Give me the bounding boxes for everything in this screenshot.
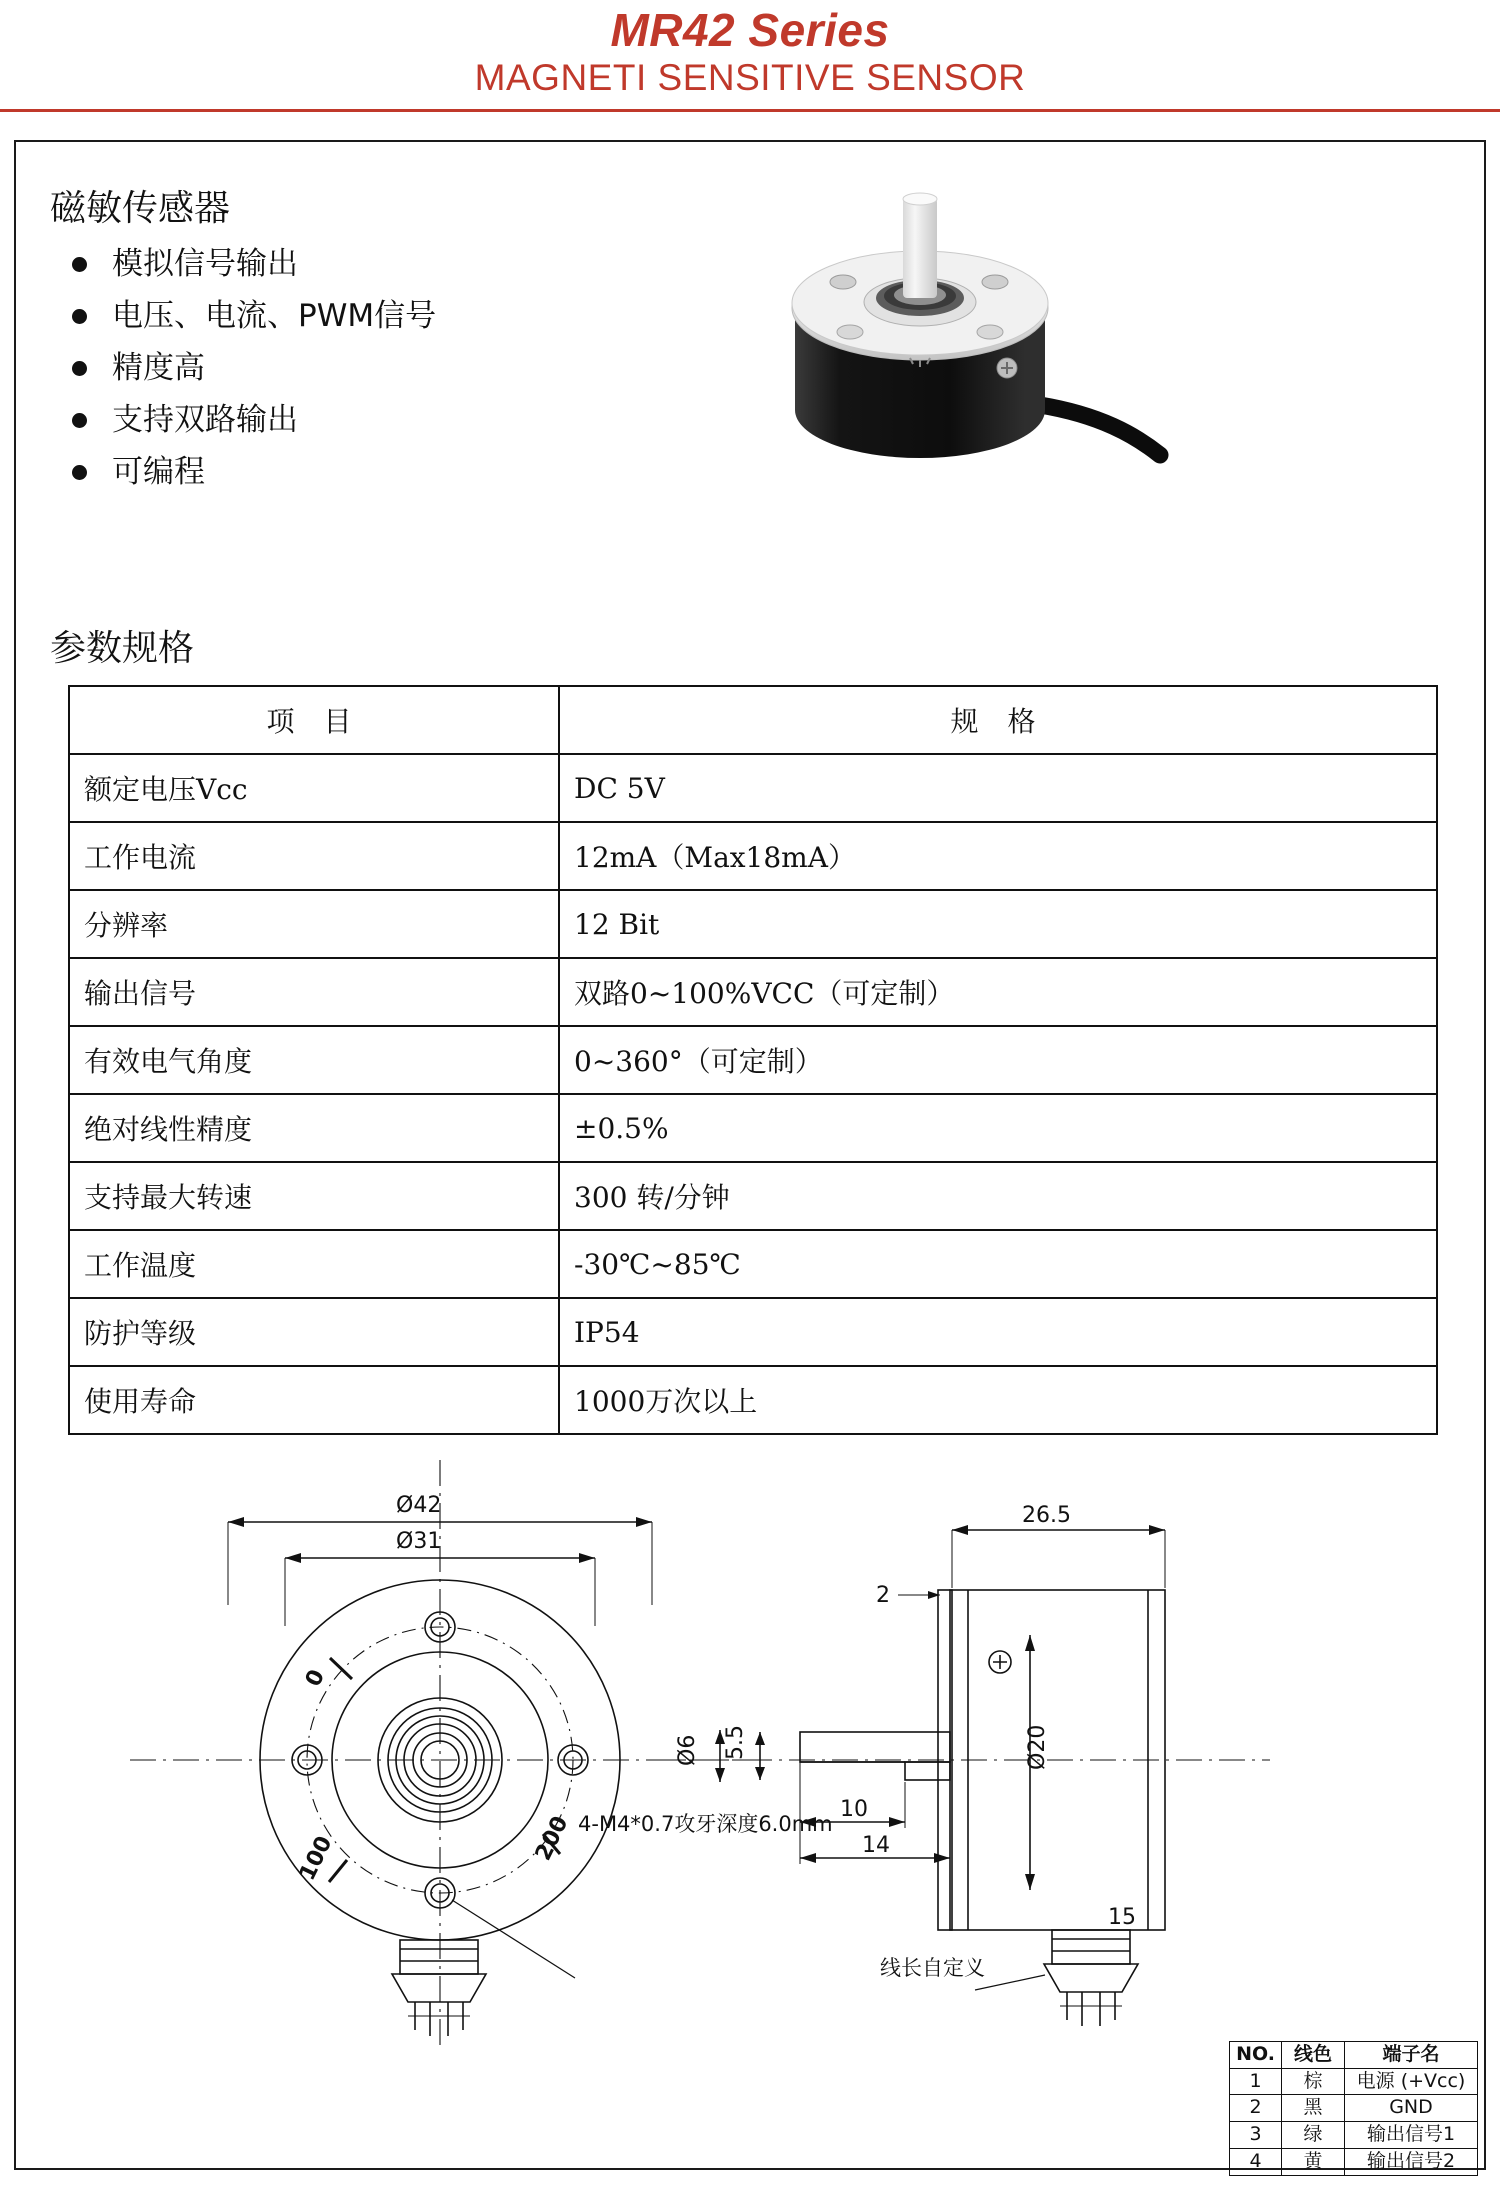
wire-no: 1: [1230, 2068, 1282, 2095]
scale-mark-0: 0: [300, 1665, 331, 1691]
intro-section: [50, 180, 750, 507]
spec-item: 绝对线性精度: [69, 1094, 559, 1162]
intro-heading: 磁敏传感器: [50, 188, 231, 229]
column-header-color: 线色: [1282, 2041, 1345, 2068]
page-header: [0, 0, 1500, 112]
list-item: 支持双路输出: [50, 403, 750, 437]
spec-item: 额定电压Vcc: [69, 754, 559, 822]
spec-value: 0~360°（可定制）: [559, 1026, 1437, 1094]
table-row: [69, 1298, 1437, 1366]
spec-value: DC 5V: [559, 754, 1437, 822]
spec-item: 有效电气角度: [69, 1026, 559, 1094]
spec-item: 防护等级: [69, 1298, 559, 1366]
wire-no: 3: [1230, 2122, 1282, 2149]
product-photo: [740, 190, 1180, 610]
column-header-no: NO.: [1230, 2041, 1282, 2068]
table-row: [69, 822, 1437, 890]
wire-color: 黄: [1282, 2149, 1345, 2176]
spec-value: 1000万次以上: [559, 1366, 1437, 1434]
spec-item: 工作温度: [69, 1230, 559, 1298]
dim-flange-thickness: 2: [876, 1583, 890, 1608]
table-row: [69, 1230, 1437, 1298]
product-title: MR42 Series: [610, 4, 890, 56]
table-row: [69, 890, 1437, 958]
table-row: [69, 1026, 1437, 1094]
dim-outer-diameter: Ø42: [396, 1493, 442, 1518]
spec-table: [68, 685, 1438, 1435]
column-header-terminal: 端子名: [1345, 2041, 1478, 2068]
feature-list: [50, 247, 750, 489]
dim-bolt-circle: Ø31: [396, 1529, 442, 1554]
table-row: [1230, 2149, 1478, 2176]
spec-value: 双路0~100%VCC（可定制）: [559, 958, 1437, 1026]
scale-mark-200: 200: [530, 1812, 574, 1865]
product-subtitle: MAGNETI SENSITIVE SENSOR: [474, 57, 1026, 99]
spec-value: 12 Bit: [559, 890, 1437, 958]
dim-shaft-diameter: Ø6: [675, 1734, 700, 1766]
wire-terminal: 输出信号1: [1345, 2122, 1478, 2149]
wire-color: 黑: [1282, 2095, 1345, 2122]
table-header-row: [69, 686, 1437, 754]
wire-color: 绿: [1282, 2122, 1345, 2149]
wire-color: 棕: [1282, 2068, 1345, 2095]
header-divider: [0, 109, 1500, 112]
dim-10: 10: [840, 1797, 868, 1822]
dim-14: 14: [862, 1833, 890, 1858]
wire-terminal: 电源 (+Vcc): [1345, 2068, 1478, 2095]
table-row: [69, 1094, 1437, 1162]
spec-value: IP54: [559, 1298, 1437, 1366]
list-item: 电压、电流、PWM信号: [50, 299, 750, 333]
wire-terminal: 输出信号2: [1345, 2149, 1478, 2176]
dim-body-diameter: Ø20: [1025, 1724, 1050, 1770]
note-cable-length: 线长自定义: [880, 1956, 985, 1980]
spec-item: 输出信号: [69, 958, 559, 1026]
wire-terminal: GND: [1345, 2095, 1478, 2122]
list-item: 模拟信号输出: [50, 247, 750, 281]
table-row: [1230, 2095, 1478, 2122]
list-item: 精度高: [50, 351, 750, 385]
table-row: [1230, 2068, 1478, 2095]
sensor-illustration: [740, 190, 1180, 610]
spec-value: 300 转/分钟: [559, 1162, 1437, 1230]
spec-item: 分辨率: [69, 890, 559, 958]
wire-no: 4: [1230, 2149, 1282, 2176]
dim-shaft-offset: 5.5: [723, 1725, 748, 1760]
dim-total-length: 26.5: [1022, 1503, 1071, 1528]
column-header-value: 规 格: [559, 686, 1437, 754]
spec-item: 使用寿命: [69, 1366, 559, 1434]
spec-value: ±0.5%: [559, 1094, 1437, 1162]
column-header-item: 项 目: [69, 686, 559, 754]
table-row: [69, 958, 1437, 1026]
scale-mark-100: 100: [294, 1832, 338, 1885]
table-row: [1230, 2122, 1478, 2149]
list-item: 可编程: [50, 455, 750, 489]
table-row: [69, 1366, 1437, 1434]
wire-no: 2: [1230, 2095, 1282, 2122]
table-row: [69, 1162, 1437, 1230]
wire-table: [1229, 2041, 1478, 2176]
table-header-row: [1230, 2041, 1478, 2068]
spec-item: 工作电流: [69, 822, 559, 890]
spec-item: 支持最大转速: [69, 1162, 559, 1230]
spec-heading: 参数规格: [50, 628, 195, 669]
table-row: [69, 754, 1437, 822]
spec-value: 12mA（Max18mA）: [559, 822, 1437, 890]
dim-15: 15: [1108, 1905, 1136, 1930]
note-tapped-holes: 4-M4*0.7攻牙深度6.0mm: [578, 1812, 833, 1836]
spec-value: -30℃~85℃: [559, 1230, 1437, 1298]
